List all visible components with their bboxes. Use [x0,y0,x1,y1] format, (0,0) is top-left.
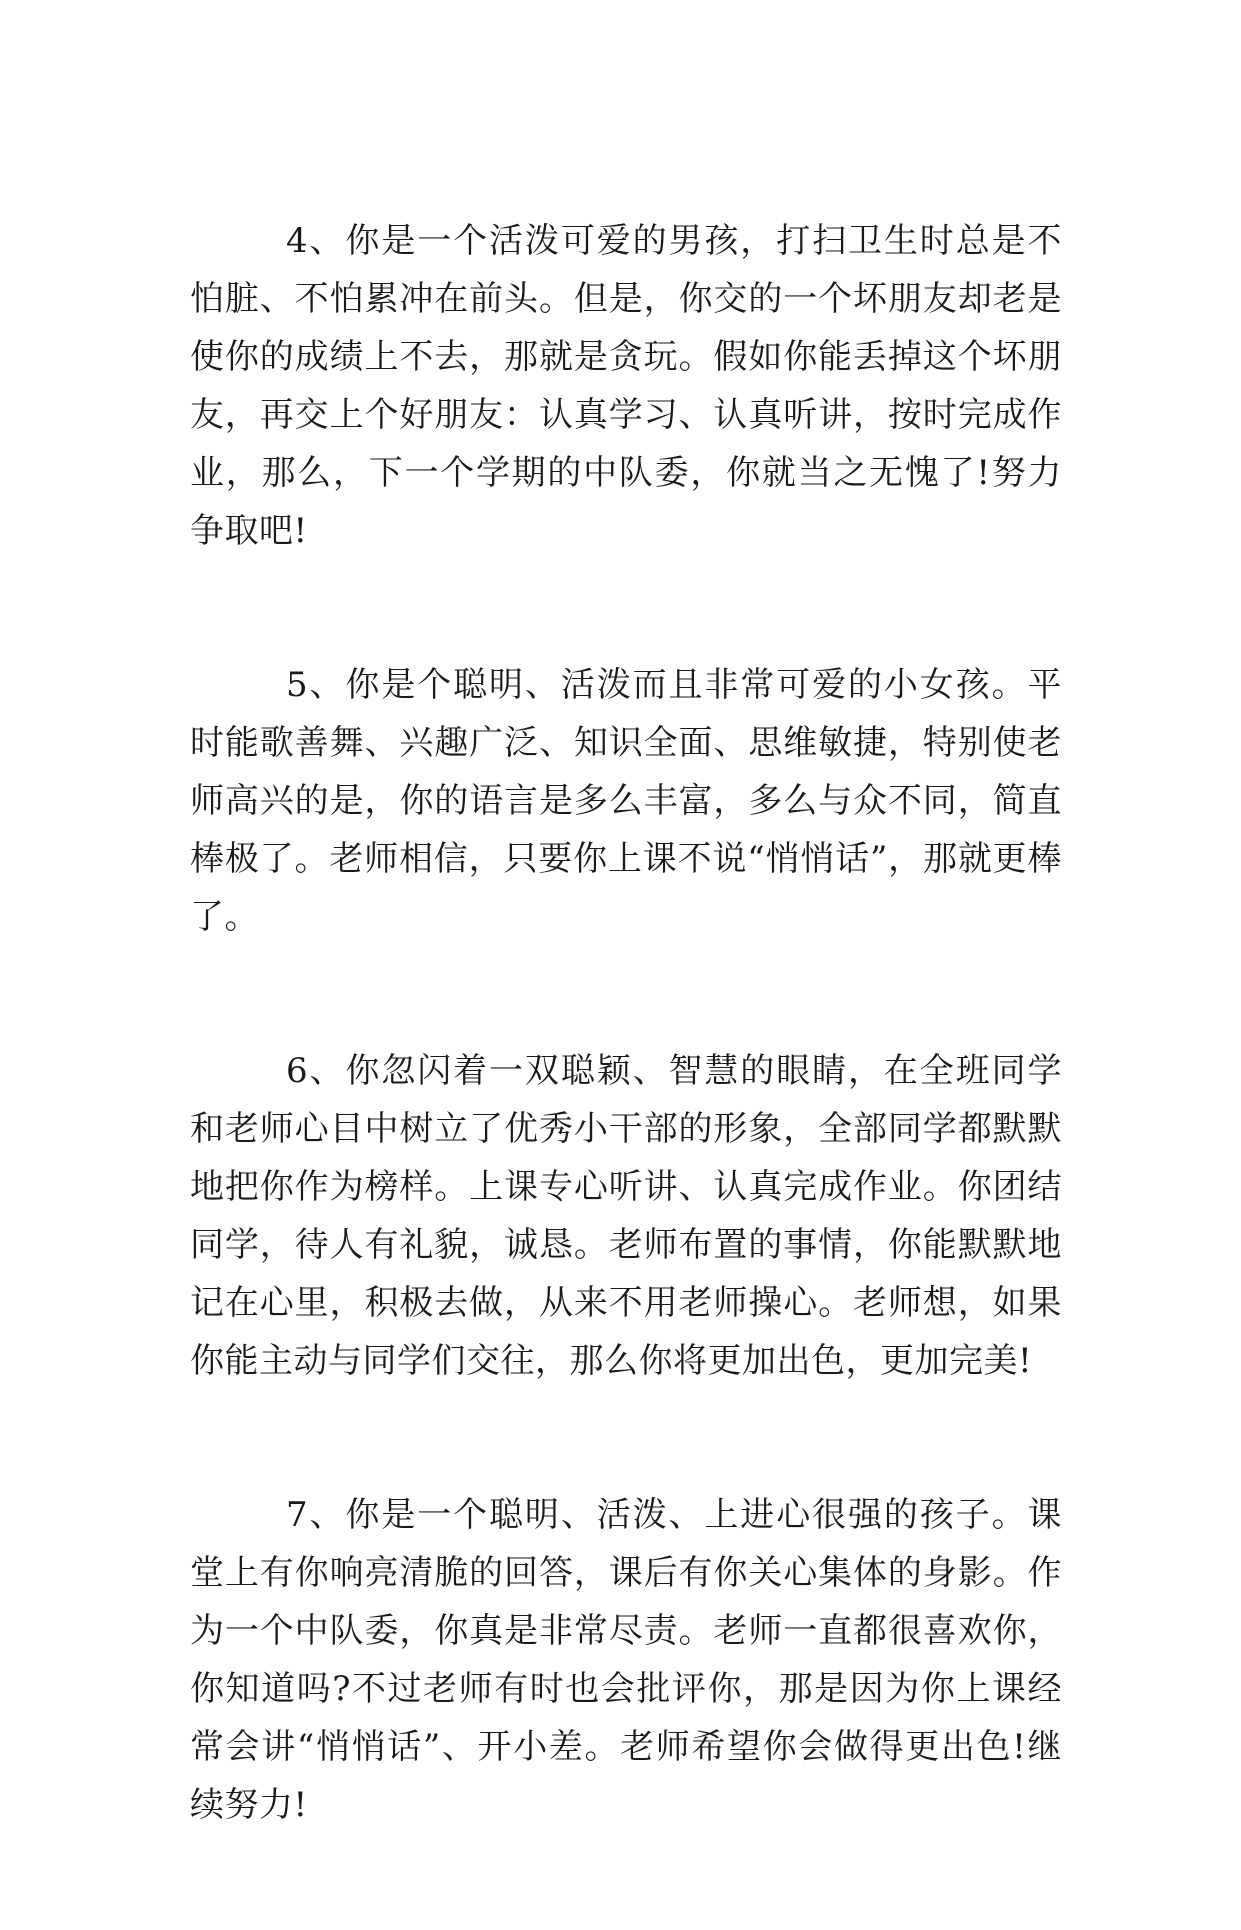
paragraph-4: 4、你是一个活泼可爱的男孩，打扫卫生时总是不怕脏、不怕累冲在前头。但是，你交的一个坏朋友却老是使你的成绩上不去，那就是贪玩。假如你能丢掉这个坏朋友，再交上个好朋友：认真学习、认真听讲，按时完成作业，那么，下一个学期的中队委，你就当之无愧了!努力争取吧! [190,221,1062,551]
document-body [190,212,1062,1930]
paragraph-5: 5、你是个聪明、活泼而且非常可爱的小女孩。平时能歌善舞、兴趣广泛、知识全面、思维敏捷，特别使老师高兴的是，你的语言是多么丰富，多么与众不同，简直棒极了。老师相信，只要你上课不说“悄悄话”，那就更棒了。 [190,665,1062,937]
paragraph-6: 6、你忽闪着一双聪颖、智慧的眼睛，在全班同学和老师心目中树立了优秀小干部的形象，全部同学都默默地把你作为榜样。上课专心听讲、认真完成作业。你团结同学，待人有礼貌，诚恳。老师布置的事情，你能默默地记在心里，积极去做，从来不用老师操心。老师想，如果你能主动与同学们交往，那么你将更加出色，更加完美! [190,1051,1062,1381]
paragraph-7: 7、你是一个聪明、活泼、上进心很强的孩子。课堂上有你响亮清脆的回答，课后有你关心集体的身影。作为一个中队委，你真是非常尽责。老师一直都很喜欢你，你知道吗?不过老师有时也会批评你，那是因为你上课经常会讲“悄悄话”、开小差。老师希望你会做得更出色!继续努力! [190,1495,1062,1825]
